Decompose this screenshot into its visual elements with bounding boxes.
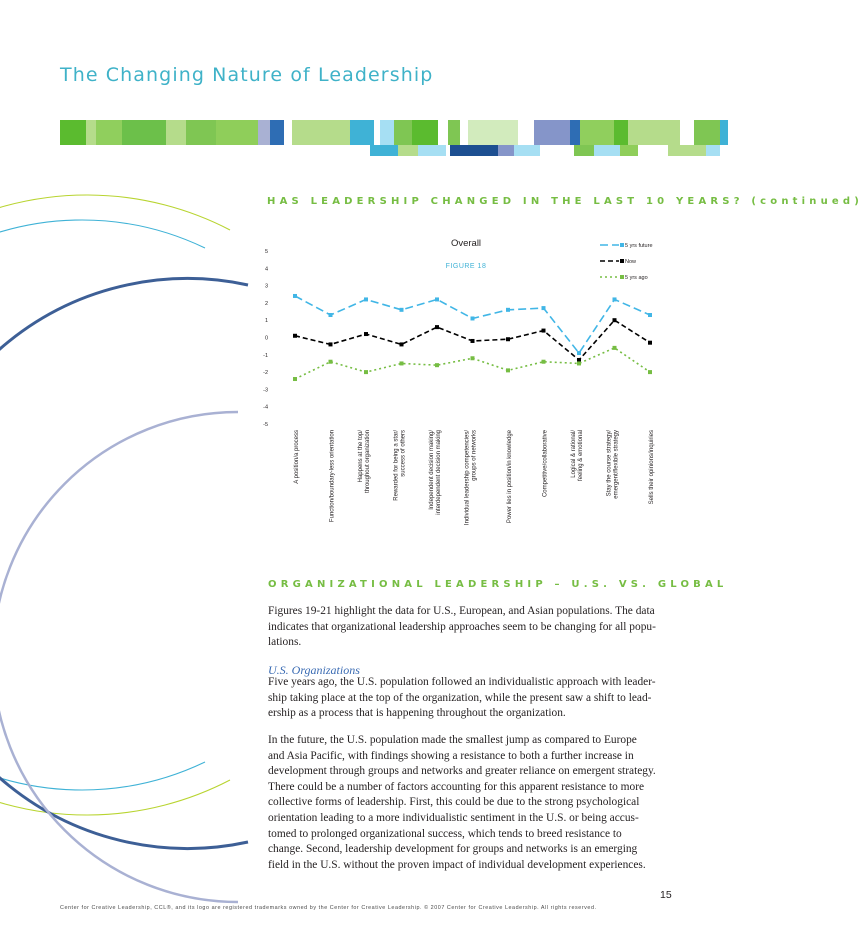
data-point bbox=[577, 358, 581, 362]
data-point bbox=[613, 297, 617, 301]
series-line bbox=[295, 348, 650, 379]
text-line: In the future, the U.S. population made the smallest jump as compared to Europe bbox=[268, 734, 637, 746]
y-tick-label: 1 bbox=[264, 318, 268, 325]
text-line: change. Second, leadership development for groups and networks is an emerging bbox=[268, 843, 638, 856]
legend-label: 5 yrs future bbox=[625, 243, 653, 249]
data-point bbox=[506, 368, 510, 372]
data-point bbox=[329, 342, 333, 346]
y-tick-label: 2 bbox=[264, 300, 268, 307]
data-point bbox=[471, 316, 475, 320]
y-tick-label: -2 bbox=[263, 370, 268, 377]
data-point bbox=[400, 308, 404, 312]
data-point bbox=[648, 341, 652, 345]
data-point bbox=[293, 334, 297, 338]
x-category-label: A position/a process bbox=[294, 430, 300, 484]
data-point bbox=[435, 325, 439, 329]
page-number: 15 bbox=[660, 889, 672, 901]
data-point bbox=[400, 361, 404, 365]
legend-marker bbox=[620, 259, 624, 263]
data-point bbox=[293, 377, 297, 381]
color-banner bbox=[60, 120, 728, 158]
y-tick-label: 0 bbox=[264, 335, 268, 342]
line-chart bbox=[255, 232, 675, 562]
y-tick-label: -1 bbox=[263, 352, 268, 359]
x-category-label: Sells their opinions/inquiries bbox=[649, 430, 655, 505]
text-line: and Asia Pacific, with findings showing a resistance to both a further increase in bbox=[268, 749, 634, 762]
data-point bbox=[471, 356, 475, 360]
data-point bbox=[364, 332, 368, 336]
x-category-label: Happens at the top/throughout organization bbox=[358, 430, 371, 494]
text-line: There could be a number of factors accounting for this apparent resistance to more bbox=[268, 780, 645, 793]
data-point bbox=[506, 308, 510, 312]
section-heading-leadership-changed: HAS LEADERSHIP CHANGED IN THE LAST 10 YEARS? (continued) bbox=[267, 196, 863, 207]
y-tick-label: 5 bbox=[264, 249, 268, 255]
text-line: collective forms of leadership. First, this could be due to the strong psychological bbox=[268, 796, 640, 809]
section-heading-org-leadership: ORGANIZATIONAL LEADERSHIP – U.S. VS. GLOBAL bbox=[268, 579, 728, 590]
data-point bbox=[471, 339, 475, 343]
x-category-label: Rewarded for being a star/success of others bbox=[393, 430, 407, 501]
data-point bbox=[577, 351, 581, 355]
data-point bbox=[648, 313, 652, 317]
data-point bbox=[613, 346, 617, 350]
data-point bbox=[435, 297, 439, 301]
x-category-label: Function/boundary-less orientation bbox=[329, 430, 336, 523]
data-point bbox=[542, 329, 546, 333]
text-line: ership as a process that is happening throughout the organization. bbox=[268, 707, 566, 720]
data-point bbox=[648, 370, 652, 374]
footer-trademark: Center for Creative Leadership, CCL®, and its logo are registered trademarks owned by the Center for Creative Leadership. © 2007 Center for Creative Leadership. All rights reserved. bbox=[60, 905, 597, 911]
legend-label: 5 yrs ago bbox=[625, 275, 648, 281]
x-category-label: Stay the course strategy/emergent/flexible strategy bbox=[606, 430, 620, 499]
x-category-label: Logical & rational/feeling & emotional bbox=[571, 430, 584, 482]
text-line: field in the U.S. without the proven impact of individual development experiences. bbox=[268, 858, 646, 871]
x-category-label: Competitive/collaborative bbox=[542, 430, 549, 498]
text-line: Five years ago, the U.S. population followed an individualistic approach with leader- bbox=[268, 676, 656, 688]
legend-marker bbox=[620, 243, 624, 247]
legend-marker bbox=[620, 275, 624, 279]
y-tick-label: -5 bbox=[263, 422, 268, 428]
data-point bbox=[577, 361, 581, 365]
data-point bbox=[542, 360, 546, 364]
data-point bbox=[364, 370, 368, 374]
data-point bbox=[435, 363, 439, 367]
data-point bbox=[506, 337, 510, 341]
intro-paragraph bbox=[268, 604, 673, 651]
paragraph-future bbox=[268, 733, 673, 873]
y-tick-label: -3 bbox=[263, 387, 268, 394]
y-tick-label: 4 bbox=[264, 266, 268, 273]
data-point bbox=[329, 313, 333, 317]
data-point bbox=[329, 360, 333, 364]
text-line: lations. bbox=[268, 636, 302, 649]
data-point bbox=[613, 318, 617, 322]
y-tick-label: 3 bbox=[264, 283, 268, 290]
text-line: orientation leading to a more individualistic sentiment in the U.S. or being accus- bbox=[268, 811, 639, 824]
text-line: tomed to prolonged organizational success, which tends to breed resistance to bbox=[268, 827, 622, 840]
page-title: The Changing Nature of Leadership bbox=[60, 64, 434, 86]
text-line: ship taking place at the top of the organization, while the present saw a shift to lead- bbox=[268, 691, 652, 704]
y-tick-label: -4 bbox=[263, 404, 268, 411]
data-point bbox=[364, 297, 368, 301]
x-category-label: Individual leadership competencies/groups of networks bbox=[464, 430, 478, 526]
x-category-label: Independent decision making/interdependent decision making bbox=[429, 430, 442, 515]
chart-title: Overall bbox=[450, 238, 482, 249]
legend-label: Now bbox=[625, 259, 637, 265]
data-point bbox=[293, 294, 297, 298]
text-line: indicates that organizational leadership approaches seem to be changing for all popu- bbox=[268, 620, 656, 633]
text-line: Figures 19-21 highlight the data for U.S., European, and Asian populations. The data bbox=[268, 605, 655, 617]
series-line bbox=[295, 296, 650, 353]
paragraph-five-years-ago bbox=[268, 675, 673, 722]
data-point bbox=[542, 306, 546, 310]
data-point bbox=[400, 342, 404, 346]
figure-label: FIGURE 18 bbox=[445, 263, 487, 270]
subheading-us-organizations: U.S. Organizations bbox=[268, 663, 360, 677]
x-category-label: Power lies in position/in knowledge bbox=[507, 430, 513, 524]
text-line: development through groups and networks and greater reliance on emergent strategy. bbox=[268, 765, 656, 778]
